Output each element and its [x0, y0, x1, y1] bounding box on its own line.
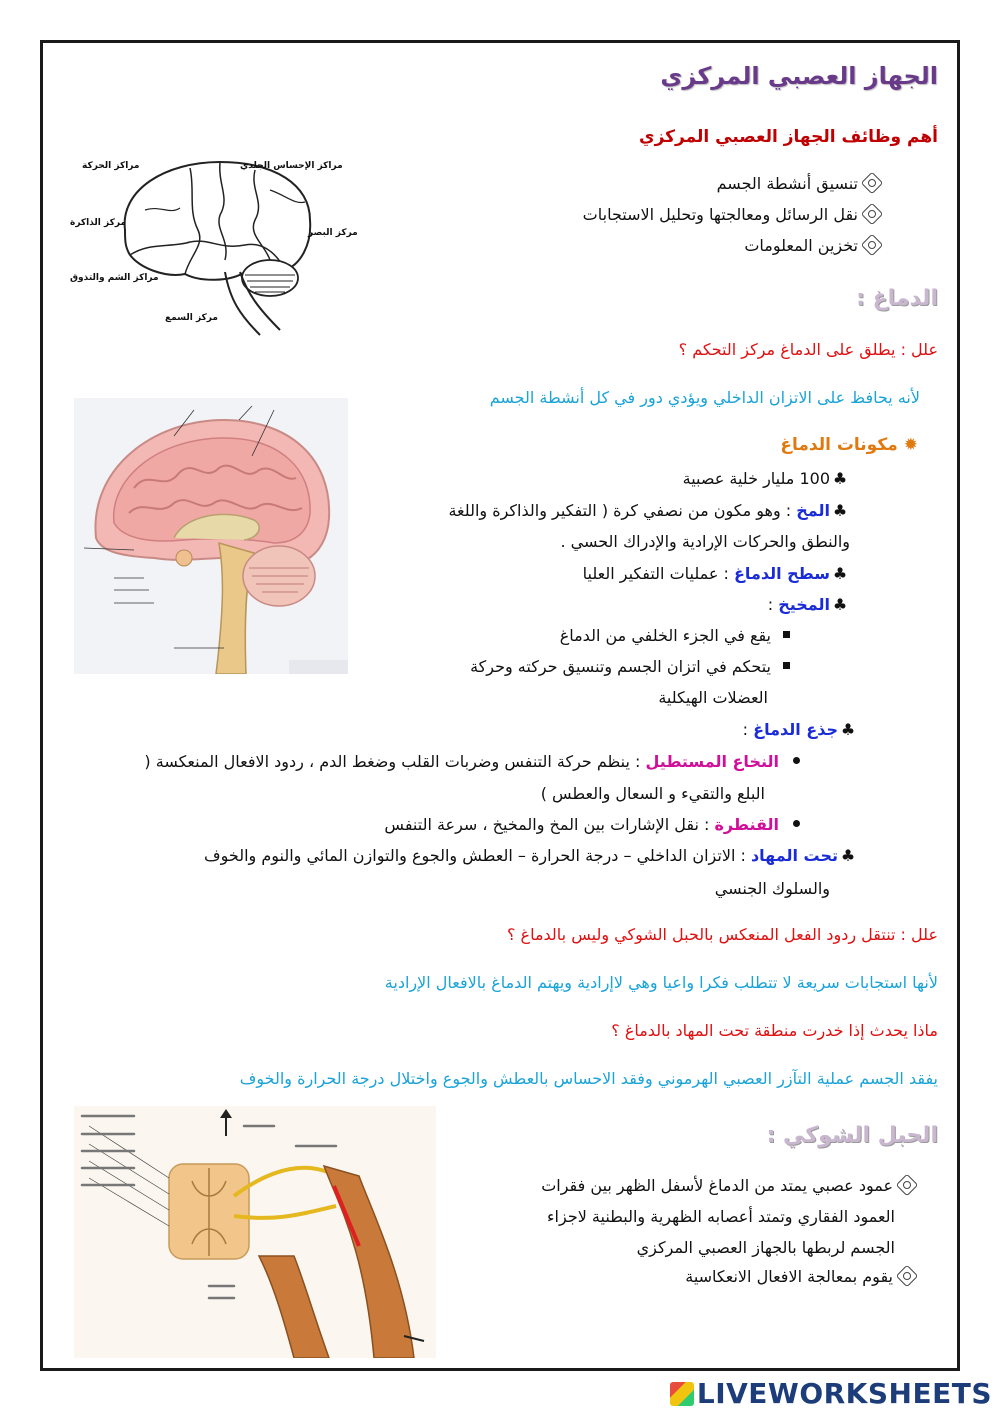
brain-sagittal-drawing [74, 398, 348, 674]
label-smell-taste-centers: مراكز الشم والتذوق [70, 273, 159, 283]
cerebellum-subitem-continued: العضلات الهيكلية [658, 688, 768, 707]
cerebellum-subitem: يتحكم في اتزان الجسم وتنسيق حركته وحركة [470, 657, 790, 677]
reflex-arc-drawing [74, 1106, 436, 1358]
cerebellum-subitem: يقع في الجزء الخلفي من الدماغ [560, 626, 790, 646]
label-hearing-center: مركز السمع [165, 313, 218, 323]
liveworksheets-logo: LIVEWORKSHEETS [670, 1377, 992, 1407]
function-item: تنسيق أنشطة الجسم [717, 174, 880, 194]
function-item: تخزين المعلومات [744, 236, 880, 256]
spinal-item-continued: الجسم لربطها بالجهاز العصبي المركزي [636, 1238, 895, 1257]
component-item: ♣سطح الدماغ : عمليات التفكير العليا [583, 564, 850, 584]
component-item: ♣100 مليار خلية عصبية [683, 469, 850, 489]
page-title: الجهاز العصبي المركزي [660, 62, 938, 90]
ornament-icon [896, 1174, 919, 1197]
label-motor-centers: مراكز الحركة [82, 161, 140, 171]
components-heading: ✹مكونات الدماغ [780, 435, 918, 455]
function-item: نقل الرسائل ومعالجتها وتحليل الاستجابات [583, 205, 880, 225]
question-2: علل : تنتقل ردود الفعل المنعكس بالحبل الشوكي وليس بالدماغ ؟ [506, 925, 938, 944]
component-item: ♣المخيخ : [768, 595, 850, 615]
spinal-item: عمود عصبي يمتد من الدماغ لأسفل الظهر بين فقرات [541, 1176, 915, 1196]
component-item-continued: والسلوك الجنسي [714, 879, 830, 898]
component-item-continued: والنطق والحركات الإرادية والإدراك الحسي . [560, 532, 850, 551]
dot-bullet-icon [793, 757, 800, 764]
square-bullet-icon [783, 631, 790, 638]
ornament-icon [861, 172, 884, 195]
ornament-icon [861, 234, 884, 257]
brainstem-subitem: النخاع المستطيل : ينظم حركة التنفس وضربات القلب وضغط الدم ، ردود الافعال المنعكسة ( [144, 752, 800, 772]
logo-icon [670, 1382, 694, 1406]
square-bullet-icon [783, 662, 790, 669]
club-bullet-icon: ♣ [832, 501, 848, 520]
question-3: ماذا يحدث إذا خدرت منطقة تحت المهاد بالدماغ ؟ [611, 1021, 938, 1040]
brainstem-subitem: القنطرة : نقل الإشارات بين المخ والمخيخ ، سرعة التنفس [384, 815, 800, 835]
label-memory-center: مركز الذاكرة [70, 218, 127, 228]
answer-3: يفقد الجسم عملية التآزر العصبي الهرموني وفقد الاحساس بالعطش والجوع واختلال درجة الحرارة والخوف [239, 1069, 938, 1088]
brain-lobes-drawing [70, 150, 360, 345]
label-vision-center: مركز البصر [308, 228, 358, 238]
dot-bullet-icon [793, 820, 800, 827]
component-item: ♣تحت المهاد : الاتزان الداخلي – درجة الحرارة – العطش والجوع والتوازن المائي والنوم والخوف [204, 846, 858, 866]
club-bullet-icon: ♣ [840, 720, 856, 739]
spinal-item-continued: العمود الفقاري وتمتد أعصابه الظهرية والبطنية لاجزاء [547, 1207, 895, 1226]
answer-2: لأنها استجابات سريعة لا تتطلب فكرا واعيا وهي لاإرادية ويهتم الدماغ بالافعال الإرادية [384, 973, 938, 992]
club-bullet-icon: ♣ [832, 595, 848, 614]
spinal-item: يقوم بمعالجة الافعال الانعكاسية [685, 1267, 915, 1287]
functions-heading: أهم وظائف الجهاز العصبي المركزي [639, 127, 938, 147]
question-1: علل : يطلق على الدماغ مركز التحكم ؟ [678, 340, 938, 359]
spinal-section-heading: الحبل الشوكي : [766, 1123, 938, 1148]
club-bullet-icon: ♣ [832, 564, 848, 583]
brainstem-subitem-continued: البلع والتقيء و السعال والعطس ) [540, 784, 765, 803]
ornament-icon [896, 1265, 919, 1288]
component-item: ♣جذع الدماغ : [743, 720, 858, 740]
brain-sagittal-figure [74, 398, 348, 674]
brain-lobes-figure [70, 150, 360, 345]
brain-section-heading: الدماغ : [856, 286, 938, 311]
reflex-arc-figure [74, 1106, 436, 1358]
club-bullet-icon: ♣ [832, 469, 848, 488]
label-sensory-centers: مراكز الإحساس الجلدي [240, 161, 343, 171]
component-item: ♣المخ : وهو مكون من نصفي كرة ( التفكير والذاكرة واللغة [448, 501, 850, 521]
club-bullet-icon: ♣ [840, 846, 856, 865]
ornament-icon [861, 203, 884, 226]
sun-icon: ✹ [903, 435, 918, 455]
answer-1: لأنه يحافظ على الاتزان الداخلي ويؤدي دور في كل أنشطة الجسم [489, 388, 920, 407]
